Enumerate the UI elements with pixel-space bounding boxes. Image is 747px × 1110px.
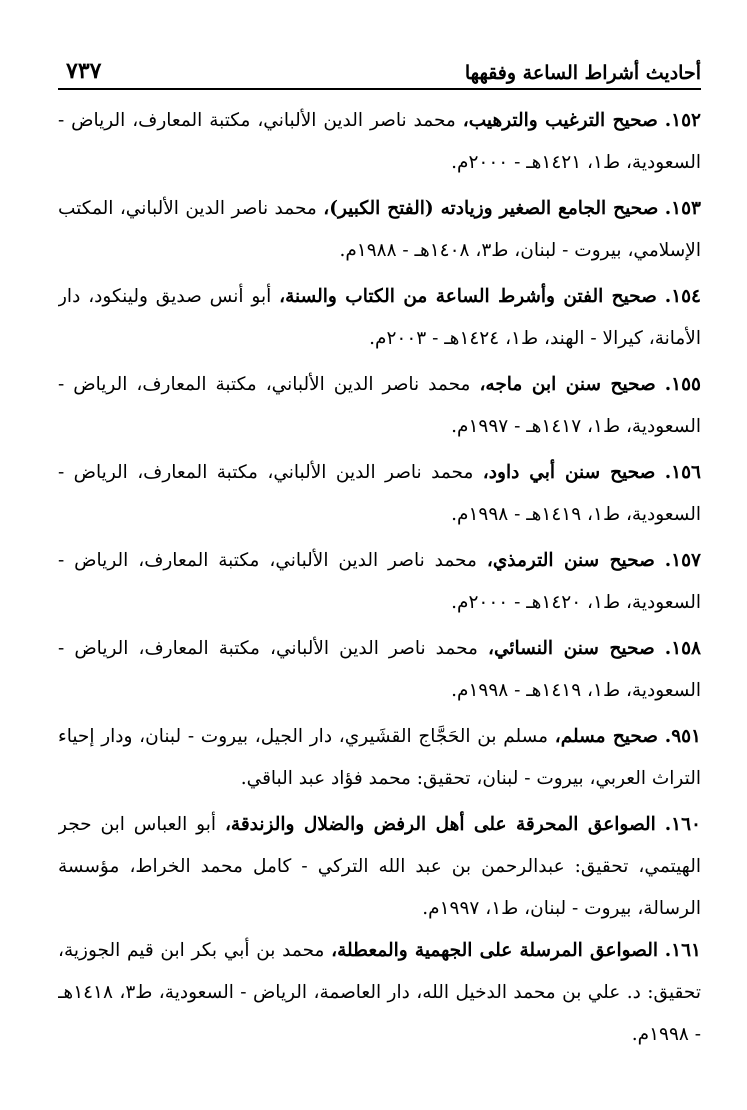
entry-number: ١٦١. — [664, 940, 701, 961]
running-header — [58, 44, 701, 90]
entry-details: محمد ناصر الدين الألباني، مكتبة المعارف، الرياض - السعودية، ط١، ١٤٢٠هـ - ٢٠٠٠م. — [58, 550, 701, 613]
entry-number: ١٥٣. — [664, 198, 701, 219]
entry-details: محمد ناصر الدين الألباني، مكتبة المعارف، الرياض - السعودية، ط١، ١٤١٩هـ - ١٩٩٨م. — [58, 638, 701, 701]
entry-title: صحيح الفتن وأشرط الساعة من الكتاب والسنة، — [279, 286, 657, 307]
entry-number: ١٥٧. — [664, 550, 701, 571]
page-number: ٧٣٧ — [66, 58, 102, 84]
bibliography-entry-160 — [58, 804, 701, 930]
entry-title: صحيح الترغيب والترهيب، — [462, 110, 658, 131]
bibliography-entry-161 — [58, 930, 701, 1056]
entry-details: محمد بن أبي بكر ابن قيم الجوزية، تحقيق: د. علي بن محمد الدخيل الله، دار العاصمة، الرياض - السعودية، ط٣، ١٤١٨هـ - ١٩٩٨م. — [58, 940, 701, 1045]
bibliography-entry-152 — [58, 100, 701, 188]
entry-details: محمد ناصر الدين الألباني، المكتب الإسلامي، بيروت - لبنان، ط٣، ١٤٠٨هـ - ١٩٨٨م. — [58, 198, 701, 261]
entry-title: الصواعق المرسلة على الجهمية والمعطلة، — [331, 940, 658, 961]
entry-number: ١٥٦. — [664, 462, 701, 483]
entry-number: ٩٥١. — [664, 726, 701, 747]
entry-title: الصواعق المحرقة على أهل الرفض والضلال والزندقة، — [224, 814, 656, 835]
entry-title: صحيح سنن أبي داود، — [482, 462, 656, 483]
entry-details: مسلم بن الحَجَّاج القشَيري، دار الجيل، بيروت - لبنان، ودار إحياء التراث العربي، بيروت - لبنان، تحقيق: محمد فؤاد عبد الباقي. — [58, 726, 701, 789]
entry-number: ١٥٤. — [664, 286, 701, 307]
entry-details: محمد ناصر الدين الألباني، مكتبة المعارف، الرياض - السعودية، ط١، ١٤١٩هـ - ١٩٩٨م. — [58, 462, 701, 525]
bibliography-entry-157 — [58, 540, 701, 628]
entry-title: صحيح سنن النسائي، — [488, 638, 655, 659]
entry-title: صحيح سنن ابن ماجه، — [479, 374, 656, 395]
entry-details: محمد ناصر الدين الألباني، مكتبة المعارف، الرياض - السعودية، ط١، ١٤١٧هـ - ١٩٩٧م. — [58, 374, 701, 437]
entry-details: أبو أنس صديق ولينكود، دار الأمانة، كيرالا - الهند، ط١، ١٤٢٤هـ - ٢٠٠٣م. — [58, 286, 701, 349]
bibliography-entry-158 — [58, 628, 701, 716]
bibliography-list — [58, 100, 701, 1056]
bibliography-entry-159 — [58, 716, 701, 804]
entry-number: ١٦٠. — [664, 814, 701, 835]
running-title: أحاديث أشراط الساعة وفقهها — [464, 62, 701, 84]
entry-title: صحيح مسلم، — [554, 726, 659, 747]
bibliography-entry-155 — [58, 364, 701, 452]
entry-details: أبو العباس ابن حجر الهيتمي، تحقيق: عبدالرحمن بن عبد الله التركي - كامل محمد الخراط، مؤسسة الرسالة، بيروت - لبنان، ط١، ١٩٩٧م. — [58, 814, 701, 919]
entry-details: محمد ناصر الدين الألباني، مكتبة المعارف، الرياض - السعودية، ط١، ١٤٢١هـ - ٢٠٠٠م. — [58, 110, 701, 173]
entry-number: ١٥٢. — [664, 110, 701, 131]
bibliography-entry-154 — [58, 276, 701, 364]
entry-title: صحيح الجامع الصغير وزيادته (الفتح الكبير)، — [323, 198, 659, 219]
entry-title: صحيح سنن الترمذي، — [486, 550, 655, 571]
entry-number: ١٥٨. — [664, 638, 701, 659]
bibliography-entry-156 — [58, 452, 701, 540]
bibliography-entry-153 — [58, 188, 701, 276]
entry-number: ١٥٥. — [664, 374, 701, 395]
